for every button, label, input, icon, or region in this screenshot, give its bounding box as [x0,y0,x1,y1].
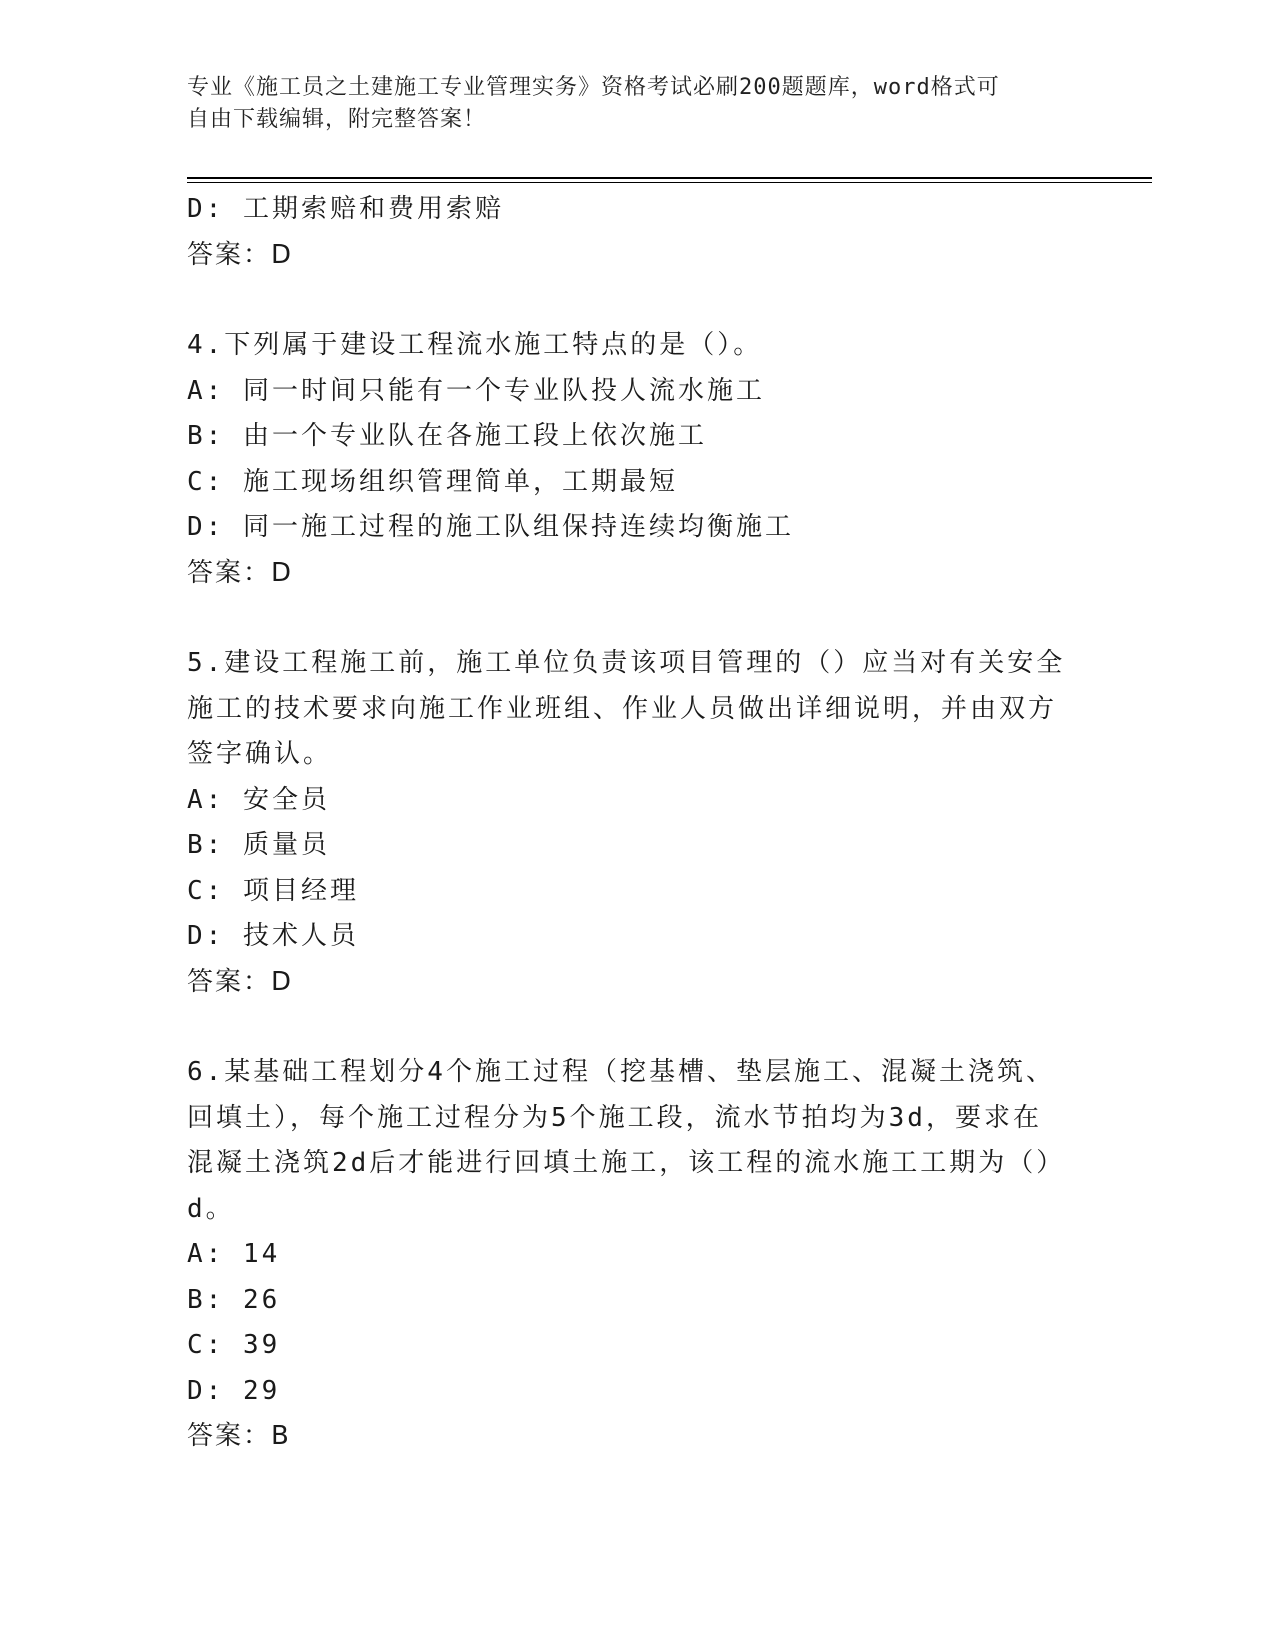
option-a: A: 同一时间只能有一个专业队投人流水施工 [187,375,765,406]
spacer [187,596,1067,641]
header-rule-thick [187,177,1152,179]
option-b: B: 26 [187,1284,281,1315]
answer-label: 答案：D [187,966,294,997]
option-d: D: 技术人员 [187,921,359,951]
document-header [187,72,1067,136]
option-b: B: 由一个专业队在各施工段上依次施工 [187,421,707,451]
answer-label: 答案：D [187,239,294,270]
option-a: A: 安全员 [187,784,330,815]
answer-label: 答案：D [187,557,294,588]
question-text: 5.建设工程施工前，施工单位负责该项目管理的（）应当对有关安全施工的技术要求向施工作业班组、作业人员做出详细说明，并由双方签字确认。 [187,648,1066,769]
question-3-tail [187,187,1067,278]
option-c: C: 39 [187,1330,281,1360]
question-5 [187,641,1067,1005]
question-text: 4.下列属于建设工程流水施工特点的是（）。 [187,330,763,360]
question-6 [187,1050,1067,1460]
spacer [187,278,1067,323]
option-d: D: 29 [187,1375,281,1406]
spacer [187,1005,1067,1050]
question-list [187,187,1067,1460]
option-d: D: 同一施工过程的施工队组保持连续均衡施工 [187,512,794,542]
question-text: 6.某基础工程划分4个施工过程（挖基槽、垫层施工、混凝土浇筑、回填土），每个施工过程分为5个施工段，流水节拍均为3d，要求在混凝土浇筑2d后才能进行回填土施工，该工程的流水施工工期为（）d。 [187,1057,1066,1224]
option-d: D: 工期索赔和费用索赔 [187,194,504,224]
header-title-line-1: 专业《施工员之土建施工专业管理实务》资格考试必刷200题题库，word格式可 [187,75,1000,100]
option-c: C: 项目经理 [187,875,359,906]
question-4 [187,323,1067,596]
answer-label: 答案：B [187,1421,291,1451]
option-b: B: 质量员 [187,830,330,860]
option-c: C: 施工现场组织管理简单，工期最短 [187,466,678,497]
header-title-line-2: 自由下载编辑，附完整答案！ [187,107,487,132]
option-a: A: 14 [187,1239,281,1269]
header-rule-thin [187,182,1152,183]
